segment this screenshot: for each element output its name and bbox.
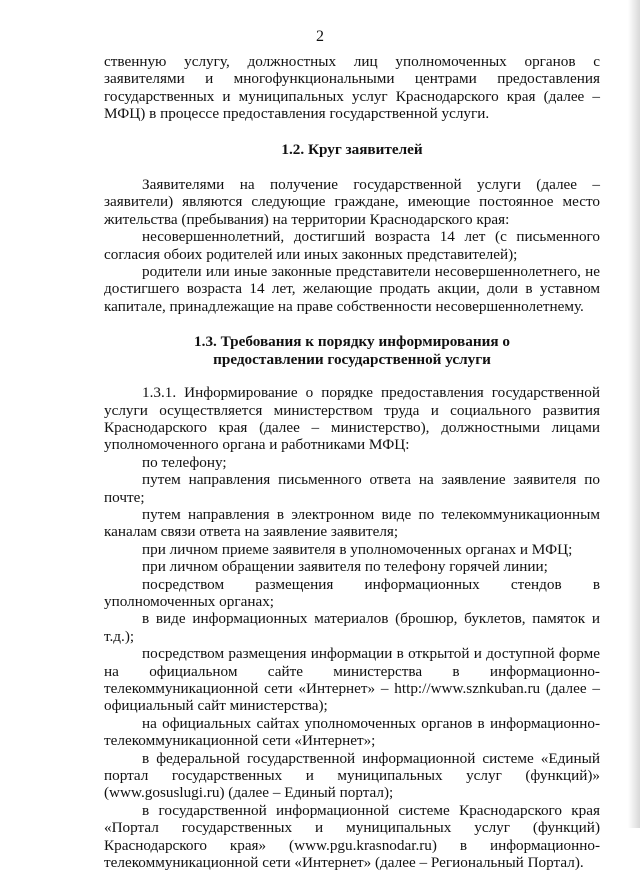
list-item: посредством размещения информации в открытой и доступной форме на официальном сайте министерства в информационно-телекоммуникационной сети «Интернет» – http://www.sznkuban.ru (далее – официальный сайт министерства); <box>104 645 600 715</box>
list-item: по телефону; <box>142 453 227 471</box>
list-item: при личном приеме заявителя в уполномоченных органах и МФЦ; <box>142 540 573 558</box>
list-item: на официальных сайтах уполномоченных органов в информационно-телекоммуникационной сети «Интернет»; <box>104 714 600 750</box>
section-heading-1-3: 1.3. Требования к порядку информирования о предоставлении государственной услуги <box>194 333 510 368</box>
list-item: в государственной информационной системе Краснодарского края «Портал государственных и муниципальных услуг (функций) Краснодарского края» (www.pgu.krasnodar.ru) в информационно-телекоммуникационной сети «Интернет» (далее – Региональный Портал). <box>104 801 600 871</box>
paragraph: ственную услугу, должностных лиц уполномоченных органов с заявителями и многофункциональными центрами предоставления государственных и муниципальных услуг Краснодарского края (далее – МФЦ) в процессе предоставления государственной услуги. <box>104 53 600 123</box>
document-body <box>104 53 600 871</box>
list-item: посредством размещения информационных стендов в уполномоченных органах; <box>104 575 600 610</box>
paragraph: несовершеннолетний, достигший возраста 14 лет (с письменного согласия обоих родителей или иных законных представителей); <box>104 228 600 263</box>
page-number: 2 <box>316 28 324 45</box>
list-item: при личном обращении заявителя по телефону горячей линии; <box>142 558 548 576</box>
list-item: путем направления письменного ответа на заявление заявителя по почте; <box>104 471 600 506</box>
list-item: в федеральной государственной информационной системе «Единый портал государственных и муниципальных услуг (функций)» (www.gosuslugi.ru) (далее – Единый портал); <box>104 749 600 802</box>
paragraph: родители или иные законные представители несовершеннолетнего, не достигшего возраста 14 лет, желающие продать акции, доли в уставном капитале, принадлежащие на праве собственности несовершеннолетнему. <box>104 263 600 315</box>
list-item: в виде информационных материалов (брошюр, буклетов, памяток и т.д.); <box>104 610 600 645</box>
list-item: путем направления в электронном виде по телекоммуникационным каналам связи ответа на заявление заявителя; <box>104 505 600 541</box>
page-edge-shadow <box>628 0 640 828</box>
paragraph: 1.3.1. Информирование о порядке предоставления государственной услуги осуществляется министерством труда и социального развития Краснодарского края (далее – министерство), должностными лицами уполномоченного органа и работниками МФЦ: <box>104 384 600 454</box>
paragraph: Заявителями на получение государственной услуги (далее – заявители) являются следующие граждане, имеющие постоянное место жительства (пребывания) на территории Краснодарского края: <box>104 176 600 228</box>
section-heading-1-2: 1.2. Круг заявителей <box>281 140 423 158</box>
